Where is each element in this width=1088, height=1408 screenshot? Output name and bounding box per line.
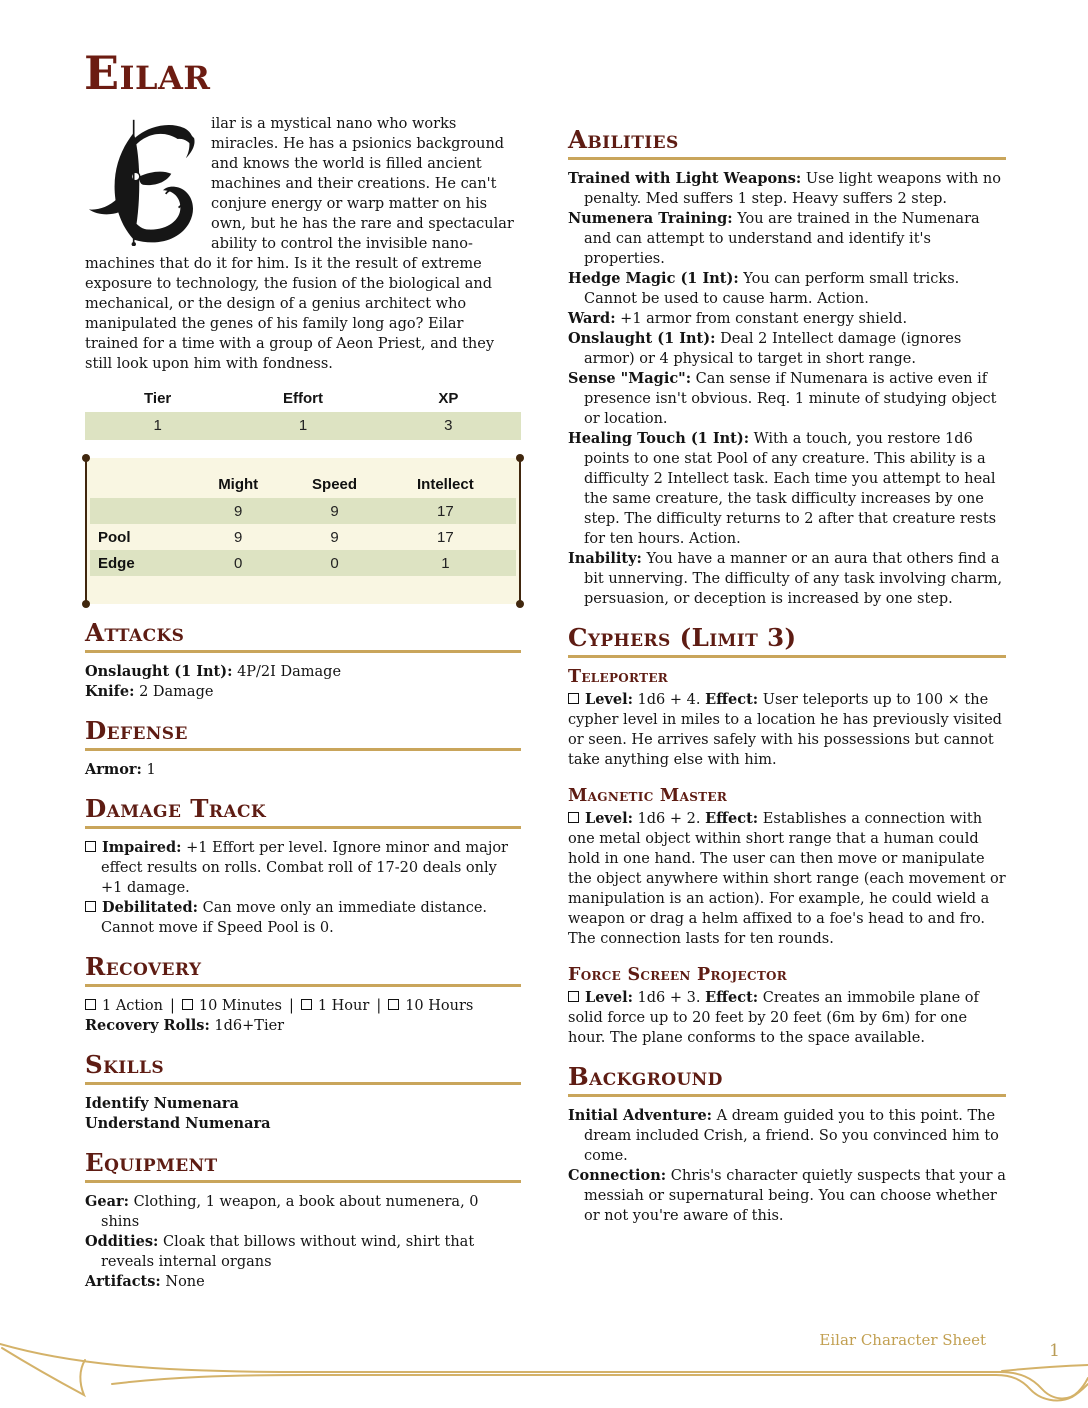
ability-entry (568, 329, 1006, 369)
recovery-option: 10 Minutes (198, 998, 282, 1014)
xp-value: 3 (444, 417, 453, 434)
speed-header: Speed (312, 475, 358, 493)
entry-label: Gear: (85, 1193, 129, 1210)
entry-label: Onslaught (1 Int): (85, 663, 233, 680)
damage-track-entry (85, 898, 521, 938)
stats-edge-row (90, 550, 516, 576)
damage-track-title: Damage Track (85, 794, 267, 823)
entry-text: Deal 2 Intellect damage (ignores armor) or 4 physical to target in short range. (584, 331, 962, 367)
entry-text: 1 (146, 762, 156, 778)
recovery-checkbox-icon (182, 999, 193, 1010)
intellect-edge: 1 (441, 554, 450, 572)
speed-pool: 9 (330, 528, 339, 546)
ability-entry (568, 429, 1006, 549)
cypher-force-screen-projector (568, 965, 1006, 1048)
skill-item: Identify Numenara (85, 1095, 239, 1112)
level-value: 1d6 + 2. (637, 811, 701, 827)
entry-label: Impaired: (102, 839, 182, 856)
speed-edge: 0 (330, 554, 339, 572)
entry-label: Sense "Magic": (568, 370, 692, 387)
effect-text: Creates an immobile plane of solid force up to 20 feet by 20 feet (6m by 6m) for one hour. The plane conforms to the space available. (568, 990, 979, 1046)
cypher-name: Magnetic Master (568, 786, 728, 806)
might-edge: 0 (234, 554, 243, 572)
section-divider (85, 650, 521, 653)
section-equipment (85, 1149, 521, 1292)
ability-entry (568, 269, 1006, 309)
intellect-header: Intellect (417, 475, 474, 493)
entry-label: Oddities: (85, 1233, 159, 1250)
section-background (568, 1063, 1006, 1226)
section-divider (85, 1082, 521, 1085)
drop-cap-letter-e-icon (85, 118, 199, 246)
equipment-entry (85, 1232, 521, 1272)
effect-label: Effect: (705, 989, 759, 1006)
level-label: Level: (585, 810, 633, 827)
recovery-options-row (85, 996, 521, 1016)
effect-label: Effect: (705, 810, 759, 827)
equipment-title: Equipment (85, 1148, 218, 1177)
entry-text: With a touch, you restore 1d6 points to one stat Pool of any creature. This ability is a difficulty 2 Intellect task. Each time you attempt to heal the same creature, the task difficulty increases by one step. The difficulty returns to 2 after that creature rests for ten hours. Action. (584, 431, 997, 547)
recovery-option: 1 Action (102, 998, 163, 1014)
intellect-max: 17 (437, 502, 454, 520)
entry-text: Chris's character quietly suspects that your a messiah or supernatural being. You can choose whether or not you're aware of this. (584, 1168, 1006, 1224)
footer-page-number: 1 (1049, 1341, 1060, 1361)
separator: | (376, 998, 382, 1014)
ability-entry (568, 549, 1006, 609)
ability-entry (568, 309, 1006, 329)
entry-label: Recovery Rolls: (85, 1017, 210, 1034)
effect-text: Establishes a connection with one metal object within short range that a human could hold in one hand. The user can then move or manipulate the object anywhere within short range (each movement or manipulation is an action). For example, he could wield a weapon or drag a helm affixed to a foe's head to and fro. The connection lasts for ten rounds. (568, 811, 1006, 947)
entry-label: Connection: (568, 1167, 667, 1184)
intellect-pool: 17 (437, 528, 454, 546)
section-divider (568, 655, 1006, 658)
debilitated-checkbox-icon (85, 901, 96, 912)
corner-dot-icon (82, 600, 90, 608)
section-divider (568, 1094, 1006, 1097)
section-cyphers (568, 624, 1006, 1048)
section-skills (85, 1051, 521, 1134)
section-divider (85, 984, 521, 987)
page-title: Eilar (84, 46, 211, 100)
defense-entry (85, 760, 521, 780)
stats-header-row (90, 472, 516, 496)
might-max: 9 (234, 502, 243, 520)
recovery-option: 10 Hours (405, 998, 474, 1014)
section-divider (85, 826, 521, 829)
level-label: Level: (585, 691, 633, 708)
entry-label: Debilitated: (102, 899, 198, 916)
separator: | (169, 998, 175, 1014)
cypher-magnetic-master (568, 786, 1006, 949)
background-entry (568, 1106, 1006, 1166)
corner-dot-icon (516, 454, 524, 462)
left-column (85, 114, 521, 1292)
cypher-used-checkbox-icon (568, 991, 579, 1002)
pool-label: Pool (98, 528, 131, 546)
section-recovery (85, 953, 521, 1036)
entry-text: Cloak that billows without wind, shirt that reveals internal organs (101, 1234, 475, 1270)
equipment-entry (85, 1192, 521, 1232)
entry-label: Onslaught (1 Int): (568, 330, 716, 347)
footer-document-label: Eilar Character Sheet (819, 1331, 986, 1349)
entry-label: Ward: (568, 310, 616, 327)
impaired-checkbox-icon (85, 841, 96, 852)
skills-title: Skills (85, 1050, 165, 1079)
entry-label: Trained with Light Weapons: (568, 170, 802, 187)
recovery-checkbox-icon (85, 999, 96, 1010)
edge-label: Edge (98, 554, 135, 572)
skill-item: Understand Numenara (85, 1115, 271, 1132)
ability-entry (568, 169, 1006, 209)
attack-entry (85, 682, 521, 702)
entry-label: Artifacts: (85, 1273, 161, 1290)
cypher-name: Teleporter (568, 667, 669, 687)
entry-text: +1 armor from constant energy shield. (620, 311, 908, 327)
level-value: 1d6 + 4. (637, 692, 701, 708)
entry-label: Armor: (85, 761, 142, 778)
entry-text: None (165, 1274, 205, 1290)
entry-text: A dream guided you to this point. The dream included Crish, a friend. So you convinced him to come. (584, 1108, 999, 1164)
stats-pool-row (90, 524, 516, 550)
background-title: Background (568, 1062, 723, 1091)
entry-text: Use light weapons with no penalty. Med suffers 1 step. Heavy suffers 2 step. (584, 171, 1001, 207)
recovery-rolls-entry (85, 1016, 521, 1036)
cypher-name: Force Screen Projector (568, 965, 788, 985)
stats-left-border (85, 458, 87, 604)
cypher-used-checkbox-icon (568, 693, 579, 704)
intro-text: ilar is a mystical nano who works miracles. He has a psionics background and knows the world is filled ancient machines and their creations. He can't conjure energy or warp matter on his own, but he has the rare and spectacular ability to control the invisible nano-machines that do it for him. Is it the result of extreme exposure to technology, the fusion of the biological and mechanical, or the design of a genius architect who manipulated the genes of his family long ago? Eilar trained for a time with a group of Aeon Priest, and they still look upon him with fondness. (85, 116, 514, 372)
effect-text: User teleports up to 100 × the cypher level in miles to a location he has previously visited or seen. He arrives safely with his possessions but cannot take anything else with him. (568, 692, 1002, 768)
tier-table-header-row (85, 387, 521, 412)
level-label: Level: (585, 989, 633, 1006)
abilities-title: Abilities (568, 125, 679, 154)
defense-title: Defense (85, 716, 188, 745)
speed-max: 9 (330, 502, 339, 520)
background-entry (568, 1166, 1006, 1226)
equipment-entry (85, 1272, 521, 1292)
effort-value: 1 (298, 417, 308, 434)
cyphers-title: Cyphers (Limit 3) (568, 623, 797, 652)
might-pool: 9 (234, 528, 243, 546)
cypher-used-checkbox-icon (568, 812, 579, 823)
stats-right-border (519, 458, 521, 604)
entry-text: 1d6+Tier (214, 1018, 285, 1034)
section-divider (85, 748, 521, 751)
section-divider (85, 1180, 521, 1183)
entry-label: Numenera Training: (568, 210, 733, 227)
tier-table-value-row (85, 412, 521, 440)
might-header: Might (218, 475, 259, 493)
entry-text: 2 Damage (139, 684, 214, 700)
recovery-checkbox-icon (388, 999, 399, 1010)
right-column (568, 126, 1006, 1226)
entry-label: Initial Adventure: (568, 1107, 713, 1124)
entry-label: Knife: (85, 683, 135, 700)
ability-entry (568, 369, 1006, 429)
intro-paragraph (85, 114, 521, 374)
damage-track-entry (85, 838, 521, 898)
tier-value: 1 (153, 417, 162, 434)
recovery-option: 1 Hour (317, 998, 370, 1014)
recovery-checkbox-icon (301, 999, 312, 1010)
cypher-description (568, 809, 1006, 949)
entry-text: You can perform small tricks. Cannot be used to cause harm. Action. (584, 271, 960, 307)
attacks-title: Attacks (85, 618, 185, 647)
entry-text: You have a manner or an aura that others find a bit unnerving. The difficulty of any task involving charm, persuasion, or deception is increased by one step. (584, 551, 1003, 607)
cypher-description (568, 690, 1006, 770)
entry-text: Can sense if Numenara is active even if presence isn't obvious. Req. 1 minute of studying object or location. (584, 371, 997, 427)
section-defense (85, 717, 521, 780)
attack-entry (85, 662, 521, 682)
ability-entry (568, 209, 1006, 269)
stats-max-row (90, 498, 516, 524)
section-attacks (85, 619, 521, 702)
effort-header: Effort (282, 390, 323, 407)
entry-text: 4P/2I Damage (237, 664, 342, 680)
cypher-teleporter (568, 667, 1006, 770)
xp-header: XP (438, 390, 459, 407)
recovery-title: Recovery (85, 952, 202, 981)
entry-text: Can move only an immediate distance. Cannot move if Speed Pool is 0. (101, 900, 488, 936)
entry-text: Clothing, 1 weapon, a book about numenera, 0 shins (101, 1194, 479, 1230)
section-abilities (568, 126, 1006, 609)
section-damage-track (85, 795, 521, 938)
entry-text: +1 Effort per level. Ignore minor and major effect results on rolls. Combat roll of 17-20 deals only +1 damage. (101, 840, 508, 896)
corner-dot-icon (516, 600, 524, 608)
stat-pools-table (85, 458, 521, 604)
section-divider (568, 157, 1006, 160)
corner-dot-icon (82, 454, 90, 462)
cypher-description (568, 988, 1006, 1048)
tier-header: Tier (144, 390, 172, 407)
separator: | (288, 998, 294, 1014)
entry-label: Hedge Magic (1 Int): (568, 270, 739, 287)
entry-label: Inability: (568, 550, 642, 567)
tier-effort-xp-table (85, 387, 521, 440)
entry-text: You are trained in the Numenara and can attempt to understand and identify it's properties. (584, 211, 980, 267)
entry-label: Healing Touch (1 Int): (568, 430, 750, 447)
level-value: 1d6 + 3. (637, 990, 701, 1006)
effect-label: Effect: (705, 691, 759, 708)
